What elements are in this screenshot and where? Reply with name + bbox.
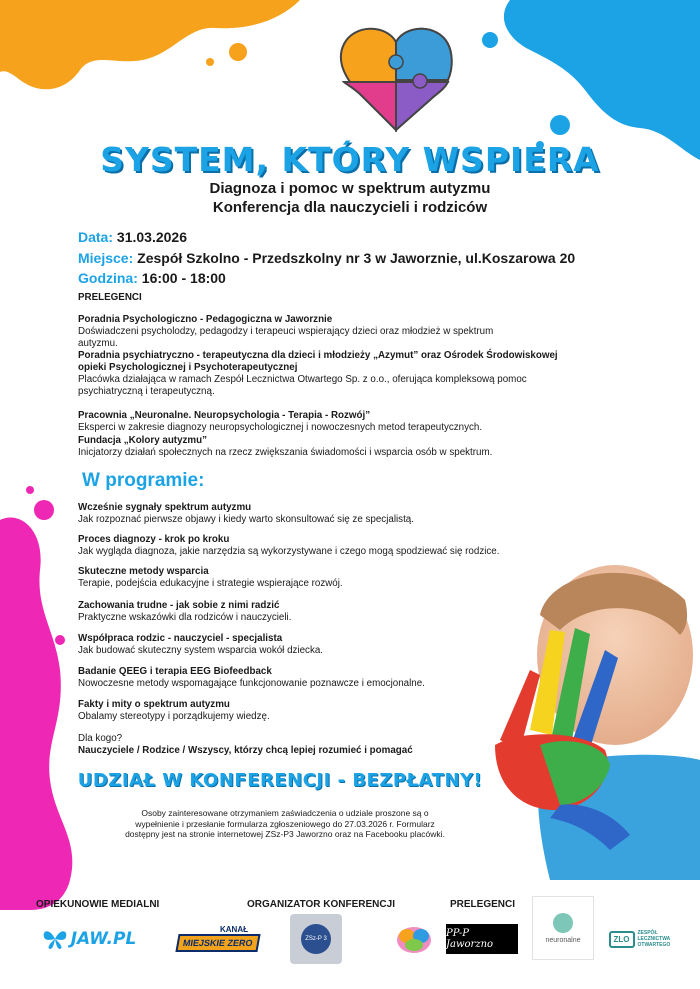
free-participation-banner: UDZIAŁ W KONFERENCJI - BEZPŁATNY! [77, 770, 483, 791]
date-line [78, 229, 187, 245]
program-heading: W programie: [82, 470, 205, 491]
time-value: 16:00 - 18:00 [137, 270, 226, 286]
zlo-logo: ZLO ZESPÓŁ LECZNICTWA OTWARTEGO [606, 924, 676, 954]
page-title: SYSTEM, KTÓRY WSPIERA [100, 140, 600, 179]
neuronalne-icon [553, 913, 573, 933]
speaker-4-name: Fundacja „Kolory autyzmu” [78, 435, 208, 446]
program-item: Współpraca rodzic - nauczyciel - specjalista Jak budować skuteczny system wsparcia wokół dziecka. [78, 633, 324, 656]
organizer-heading: ORGANIZATOR KONFERENCJI [247, 899, 395, 910]
neuronalne-logo: neuronalne [532, 896, 594, 960]
subtitle-audience: Konferencja dla nauczycieli i rodziców [212, 199, 488, 216]
butterfly-icon [42, 928, 68, 950]
place-line [78, 250, 575, 266]
orange-splash-decoration [0, 0, 330, 110]
program-item: Zachowania trudne - jak sobie z nimi radzić Praktyczne wskazówki dla rodziców i nauczycieli. [78, 600, 292, 623]
audience-answer: Nauczyciele / Rodzice / Wszyscy, którzy chcą lepiej rozumieć i pomagać [78, 745, 413, 756]
speaker-1 [78, 314, 558, 350]
speaker-1-name: Poradnia Psychologiczno - Pedagogiczna w Jaworznie [78, 314, 333, 325]
time-line [78, 270, 226, 286]
speaker-2-desc: Placówka działająca w ramach Zespół Lecznictwa Otwartego Sp. z o.o., oferująca kompleksową pomoc psychiatryczną i terapeutyczną. [78, 374, 527, 397]
program-item: Skuteczne metody wsparcia Terapie, podejścia edukacyjne i strategie wspierające rozwój. [78, 566, 343, 589]
program-item: Wcześnie sygnały spektrum autyzmu Jak rozpoznać pierwsze objawy i kiedy warto skonsultować się ze specjalistą. [78, 502, 414, 525]
jaw-pl-text: JAW.PL [70, 929, 137, 949]
zsp3-logo: ZSz-P 3 [290, 914, 342, 964]
program-item: Fakty i mity o spektrum autyzmu Obalamy stereotypy i porządkujemy wiedzę. [78, 699, 270, 722]
date-label: Data: [78, 229, 114, 245]
puzzle-heart-icon [332, 22, 460, 134]
speaker-1-desc: Doświadczeni psycholodzy, pedagodzy i terapeuci wspierający dzieci oraz młodzież w spektrum autyzmu. [78, 326, 494, 349]
place-value: Zespół Szkolno - Przedszkolny nr 3 w Jaworznie, ul.Koszarowa 20 [133, 250, 576, 266]
media-patrons-heading: OPIEKUNOWIE MEDIALNI [36, 899, 160, 910]
speaker-4 [78, 435, 578, 459]
jaw-pl-logo [34, 924, 144, 954]
date-value: 31.03.2026 [113, 229, 187, 245]
ppp-jaworzno-logo: PP-P Jaworzno [446, 924, 518, 954]
place-label: Miejsce: [78, 250, 134, 266]
certificate-note: Osoby zainteresowane otrzymaniem zaświadczenia o udziale proszone są o wypełnienie i przesłanie formularza zgłoszeniowego do 27.03.2026 r. Formularz dostępny jest na stronie internetowej ZSz-P3 Jaworzno oraz na Facebooku placówki. [125, 808, 445, 839]
speaker-3-desc: Eksperci w zakresie diagnozy neuropsychologicznej i nowoczesnych metod terapeutycznych. [78, 422, 483, 433]
audience-question: Dla kogo? [78, 733, 123, 744]
speaker-2 [78, 350, 558, 398]
speaker-2-name: Poradnia psychiatryczno - terapeutyczna dla dzieci i młodzieży „Azymut” oraz Ośrodek Środowiskowej opieki Psychologicznej i Psychoterapeutycznej [78, 350, 558, 373]
speaker-3-name: Pracownia „Neuronalne. Neuropsychologia - Terapia - Rozwój” [78, 410, 371, 421]
program-item: Proces diagnozy - krok po kroku Jak wygląda diagnoza, jakie narzędzia są wykorzystywane i czego mogą spodziewać się rodzice. [78, 534, 500, 557]
speaker-4-desc: Inicjatorzy działań społecznych na rzecz zwiększania świadomości i wsparcia osób w spektrum. [78, 447, 493, 458]
subtitle-topic: Diagnoza i pomoc w spektrum autyzmu [209, 180, 491, 197]
brain-icon [395, 925, 433, 955]
pink-splash-decoration [0, 480, 80, 910]
speakers-footer-heading: PRELEGENCI [450, 899, 516, 910]
kanal-miejskie-zero-logo: KANAŁ MIEJSKIE ZERO [170, 918, 266, 958]
speakers-heading: PRELEGENCI [78, 292, 142, 303]
time-label: Godzina: [78, 270, 138, 286]
program-item: Badanie QEEG i terapia EEG Biofeedback Nowoczesne metody wspomagające funkcjonowanie poznawcze i emocjonalne. [78, 666, 425, 689]
speaker-3 [78, 410, 558, 434]
child-painted-hand-photo [440, 560, 700, 880]
